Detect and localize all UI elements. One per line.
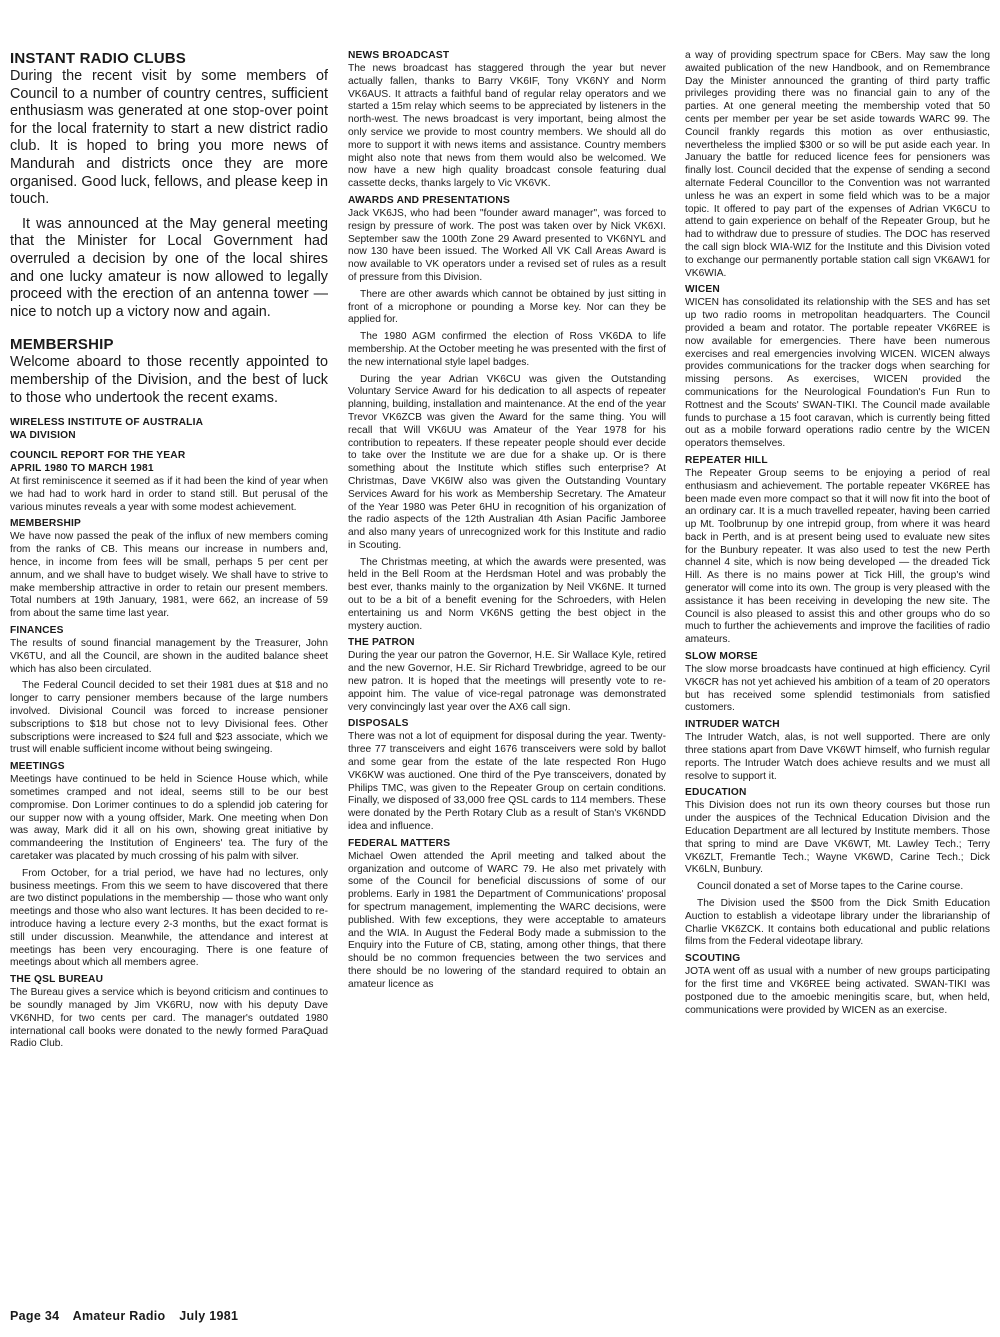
intruder-watch-paragraph: The Intruder Watch, alas, is not well supported. There are only three stations apart from Dave VK6WT himself, who furnish regular reports. The Intruder Watch does achieve results and we must all resolve to support it. — [685, 732, 990, 782]
scouting-paragraph: JOTA went off as usual with a number of new groups participating for the first time and VK6REE being activated. SWAN-TIKI was postponed due to the amoebic meningitis scare, but, when held, communications were provided by WICEN as an exercise. — [685, 966, 990, 1016]
education-heading: EDUCATION — [685, 787, 747, 799]
article-page — [10, 50, 990, 1308]
column-2 — [348, 50, 666, 1308]
qsl-bureau-heading: THE QSL BUREAU — [10, 974, 104, 986]
intruder-watch-heading: INTRUDER WATCH — [685, 719, 780, 731]
patron-heading: THE PATRON — [348, 637, 415, 649]
meetings-heading: MEETINGS — [10, 761, 65, 773]
repeater-hill-paragraph: The Repeater Group seems to be enjoying a period of real enthusiasm and achievement. The portable repeater VK6REE has been made even more compact so that it will now fit into the boot of an ordinary car. It is a much travelled repeater, having been carried up Mt. Toolbrunup by one intrepid group, from where it was heard back in Perth, and is at present being used to evaluate new sites for the Bunbury repeater. It was also used to test the new Perth channel 4 site, which is now being developed — the dreaded Tick Hill. As there is no mains power at Tick Hill, the group's wind generator will come into its own. The group is very pleased with the assistance it has been receiving in developing the new site. The Council is also pleased to assist this and other groups who do so much to further the achievements and improve the facilities of radio amateurs. — [685, 467, 990, 646]
meetings-paragraph-2: From October, for a trial period, we have had no lectures, only business meetings. From this we seem to have discovered that there are two distinct populations in the membership — those who want only meetings and those who also want lectures. It has been decided to re-introduce having a lecture every 2-3 months, but the exact format is still under discussion. Meanwhile, the attendance and interest at meetings has been very encouraging. There is one feature of meetings about which all members agree. — [10, 867, 328, 969]
scouting-heading: SCOUTING — [685, 953, 741, 965]
repeater-hill-heading: REPEATER HILL — [685, 454, 768, 466]
wicen-paragraph: WICEN has consolidated its relationship with the SES and has set up two radio rooms in metropolitan headquarters. The Council provided a beam and rotator. The portable repeater VK6REE is now available for emergencies. There have been numerous exercises and real emergencies involving WICEN. WICEN always provides communications for the tracker dogs when searching for missing persons. As exercises, WICEN provided the communications for the Neurological Foundation's Fun Run to Rottnest and the Scouts' SWAN-TIKI. The Council made available funds to purchase a 15 foot caravan, which is currently being fitted out as a mobile forward operations radio centre by the WICEN operators themselves. — [685, 297, 990, 450]
federal-matters-heading: FEDERAL MATTERS — [348, 837, 451, 849]
qsl-bureau-paragraph: The Bureau gives a service which is beyond criticism and continues to be soundly managed by Jim VK6RU, now with his deputy Dave VK6NHD, for two cents per card. The manager's outdated 1980 international call books were donated to the newly formed ParaQuad Radio Club. — [10, 987, 328, 1050]
awards-paragraph-1: Jack VK6JS, who had been "founder award manager", was forced to resign by pressure of work. The post was taken over by Nick VK6XI. September saw the 100th Zone 29 Award presented to VK6NYL and now 130 have been issued. The Worked All VK Call Areas Award is now available to VK operators under a revised set of rules as a result of pressure from this Division. — [348, 207, 666, 283]
education-paragraph-3: The Division used the $500 from the Dick Smith Education Auction to establish a videotape library under the librarianship of Charlie VK6ZCK. It contains both educational and public relations films from the Federal videotape library. — [685, 898, 990, 948]
slow-morse-paragraph: The slow morse broadcasts have continued at high efficiency. Cyril VK6CR has not yet achieved his ambition of a team of 20 operators but has received some splendid testimonials from satisfied customers. — [685, 664, 990, 714]
awards-paragraph-2: There are other awards which cannot be obtained by just sitting in front of a microphone or pounding a Morse key. Nor can they be applied for. — [348, 288, 666, 326]
awards-paragraph-5: The Christmas meeting, at which the awards were presented, was held in the Bell Room at the Herdsman Hotel and was probably the best ever, thanks mainly to the organization by Neil VK6NE. It turned out to be a bit of a benefit evening for the Schroeders, with Helen entertaining us and Norm VK6NS getting the best object in the mystery auction. — [348, 556, 666, 632]
wia-heading: WIRELESS INSTITUTE OF AUSTRALIA — [10, 417, 204, 429]
education-paragraph-1: This Division does not run its own theory courses but those run under the auspices of the Technical Education Division and the Education Department are all lectured by Institute members. Those that spring to mind are Dave VK6WT, Mt. Lawley Tech.; Terry VK6ZLT, Fremantle Tech.; Wayne VK6WD, Carine Tech.; Dick VK6LN, Bunbury. — [685, 800, 990, 876]
instant-radio-clubs-paragraph: During the recent visit by some members of Council to a number of country centres, sufficient enthusiasm was generated at one stop-over point for the local fraternity to start a new district radio club. It is hoped to bring you more news of Mandurah and districts once they are more organised. Good luck, fellows, and please keep in touch. — [10, 68, 328, 208]
issue-date: July 1981 — [179, 1309, 239, 1323]
federal-matters-paragraph: Michael Owen attended the April meeting and talked about the organization and outcome of WARC 79. He also met privately with some of the Council for beneficial discussions of some of our problems. Early in 1981 the Department of Communications' proposal for spectrum management, implementing the WARC decisions, were published. With few exceptions, they were acceptable to amateurs and the WIA. In August the Federal Body made a submission to the Enquiry into the Future of CB, stating, among other things, that there should be no common frequencies between the two services and there should be no lowering of the standard required to obtain an amateur licence as — [348, 850, 666, 990]
magazine-name: Amateur Radio — [72, 1309, 166, 1323]
report-period: APRIL 1980 TO MARCH 1981 — [10, 463, 154, 475]
meetings-paragraph-1: Meetings have continued to be held in Science House which, while sometimes cramped and not ideal, seems still to be our best compromise. Don Lorimer continues to do a splendid job catering for our supper now with a young offsider, Mark. One meeting when Don was away, Mark did it all on his own, showing great initiative by commandeering the Institution of Engineers' tea. The fury of the caretaker was placated by much crossing of his palm with silver. — [10, 774, 328, 863]
awards-paragraph-3: The 1980 AGM confirmed the election of Ross VK6DA to life membership. At the October meeting he was presented with the first of the new international style lapel badges. — [348, 331, 666, 368]
wa-division-heading: WA DIVISION — [10, 430, 76, 442]
disposals-heading: DISPOSALS — [348, 718, 409, 730]
disposals-paragraph: There was not a lot of equipment for disposal during the year. Twenty-three 77 transceivers and eight 1676 transceivers were sold by ballot and some gear from the estate of the late respected Ron Hugo VK6KW was auctioned. One third of the Pye transceivers, donated by Philips TMC, was given to the Repeater Group on certain conditions. Finally, we disposed of 33,000 free QSL cards to 114 members. These were donated by the Perth Rotary Club as a result of Stan's VK6NDD idea and influence. — [348, 731, 666, 833]
awards-paragraph-4: During the year Adrian VK6CU was given the Outstanding Voluntary Service Award for his dedication to all aspects of repeater planning, building, installation and maintenance. At the end of the year Trevor VK6ZCB was given the Award for the same thing. You will recall that Will VK6UU was Amateur of the Year 1978 for his contribution to repeaters. If these repeater people should ever decide to take over the Institute we are due for a shake up. Or is there something about the Institute which stifles such enterprise? At Christmas, Dave VK6IW also was given the Outstanding Vountary Services Award for his work as Membership Secretary. The Amateur of the Year 1980 was Peter 6HU in recognition of his organization of the radio aspects of the 12th Australian 4th Asian Pacific Jamboree and also many years of unrecognized work for this Institute and radio in Scouting. — [348, 373, 666, 551]
finances-paragraph-2: The Federal Council decided to set their 1981 dues at $18 and no longer to carry pensioner members because of the large numbers involved. Divisional Council was forced to increase pensioner subscriptions to $18 but chose not to levy Divisional fees. Other subscriptions were increased to $24 full and $23 associate, which we trust will enable sufficient income without being swingeing. — [10, 680, 328, 756]
awards-heading: AWARDS AND PRESENTATIONS — [348, 194, 510, 206]
news-broadcast-paragraph: The news broadcast has staggered through the year but never actually fallen, thanks to Barry VK6IF, Tony VK6NY and Norm VK6AUS. It attracts a faithful band of regular relay operators and we started a 15m relay which seems to be appreciated by listeners in the north-west. The news broadcast is very important, being almost the only service we provide to most country members. We should all do more to support it with news items and assistance. Country members might also note that news from them would also be welcomed. We now have a new high quality broadcast console featuring dual cassette decks, thanks largely to Vic VK6VK. — [348, 63, 666, 190]
patron-paragraph: During the year our patron the Governor, H.E. Sir Wallace Kyle, retired and the new Governor, H.E. Sir Richard Trewbridge, agreed to be our new patron. It is hoped that the meetings will presently vote to re-appoint him. The value of vice-regal patronage was demonstrated very convincingly last year over the AX6 call sign. — [348, 650, 666, 713]
slow-morse-heading: SLOW MORSE — [685, 651, 758, 663]
report-intro: At first reminiscence it seemed as if it had been the kind of year when we had had to work hard in order to stand still. But perusal of the various minutes reveals a year with some modest achievement. — [10, 476, 328, 513]
membership-paragraph: We have now passed the peak of the influx of new members coming from the ranks of CB. This means our increase in numbers and, hence, in income from fees will be small, perhaps 5 per cent per annum, and we shall have to budget wisely. We shall have to strive to make membership attractive in order to retain our present members. Total numbers at 19th January, 1981, were 662, an increase of 59 from about the same time last year. — [10, 531, 328, 620]
page-footer — [10, 1309, 248, 1323]
wicen-heading: WICEN — [685, 284, 720, 296]
page-number: Page 34 — [10, 1309, 60, 1323]
membership-intro-paragraph: Welcome aboard to those recently appointed to membership of the Division, and the best of luck to those who undertook the recent exams. — [10, 354, 328, 406]
news-broadcast-heading: NEWS BROADCAST — [348, 50, 450, 61]
finances-paragraph-1: The results of sound financial management by the Treasurer, John VK6TU, and all the Council, are shown in the audited balance sheet which has also been circulated. — [10, 638, 328, 675]
membership-heading: MEMBERSHIP — [10, 518, 82, 530]
column-3 — [685, 50, 990, 1308]
report-title: COUNCIL REPORT FOR THE YEAR — [10, 450, 186, 462]
antenna-tower-paragraph: It was announced at the May general meeting that the Minister for Local Government had overruled a decision by one of the local shires and one lucky amateur is now allowed to legally proceed with the erection of an antenna tower — nice to notch up a victory now and again. — [10, 215, 328, 320]
instant-radio-clubs-heading: INSTANT RADIO CLUBS — [10, 50, 187, 67]
finances-heading: FINANCES — [10, 625, 64, 637]
column-1 — [10, 50, 328, 1308]
education-paragraph-2: Council donated a set of Morse tapes to the Carine course. — [697, 881, 964, 893]
membership-intro-heading: MEMBERSHIP — [10, 336, 114, 354]
federal-matters-continued: a way of providing spectrum space for CBers. May saw the long awaited publication of the new Handbook, and on Remembrance Day the Minister announced the granting of third party traffic privileges providing there was no financial gain to any of the parties. At one general meeting the membership voted that 50 cents per member per year be set aside towards WARC 99. The Council frankly regards this motion as over enthusiastic, nevertheless the implied $300 or so will be put aside each year. In January the battle for reduced licence fees for pensioners was finally lost. Council decided that the expense of sending a second alternate Federal Councillor to the Convention was not warranted unless he was an expert in some field which was to be a major topic. It offered to pay part of the expenses of Adrian VK6CU to attend to gain experience on behalf of the Repeater Group, but he had to withdraw due to pressure of studies. The DOC has reserved the call sign block WIA-WIZ for the Institute and this Division voted to exchange our permanently portable station call sign VK6AW1 for VK6WIA. — [685, 50, 990, 279]
